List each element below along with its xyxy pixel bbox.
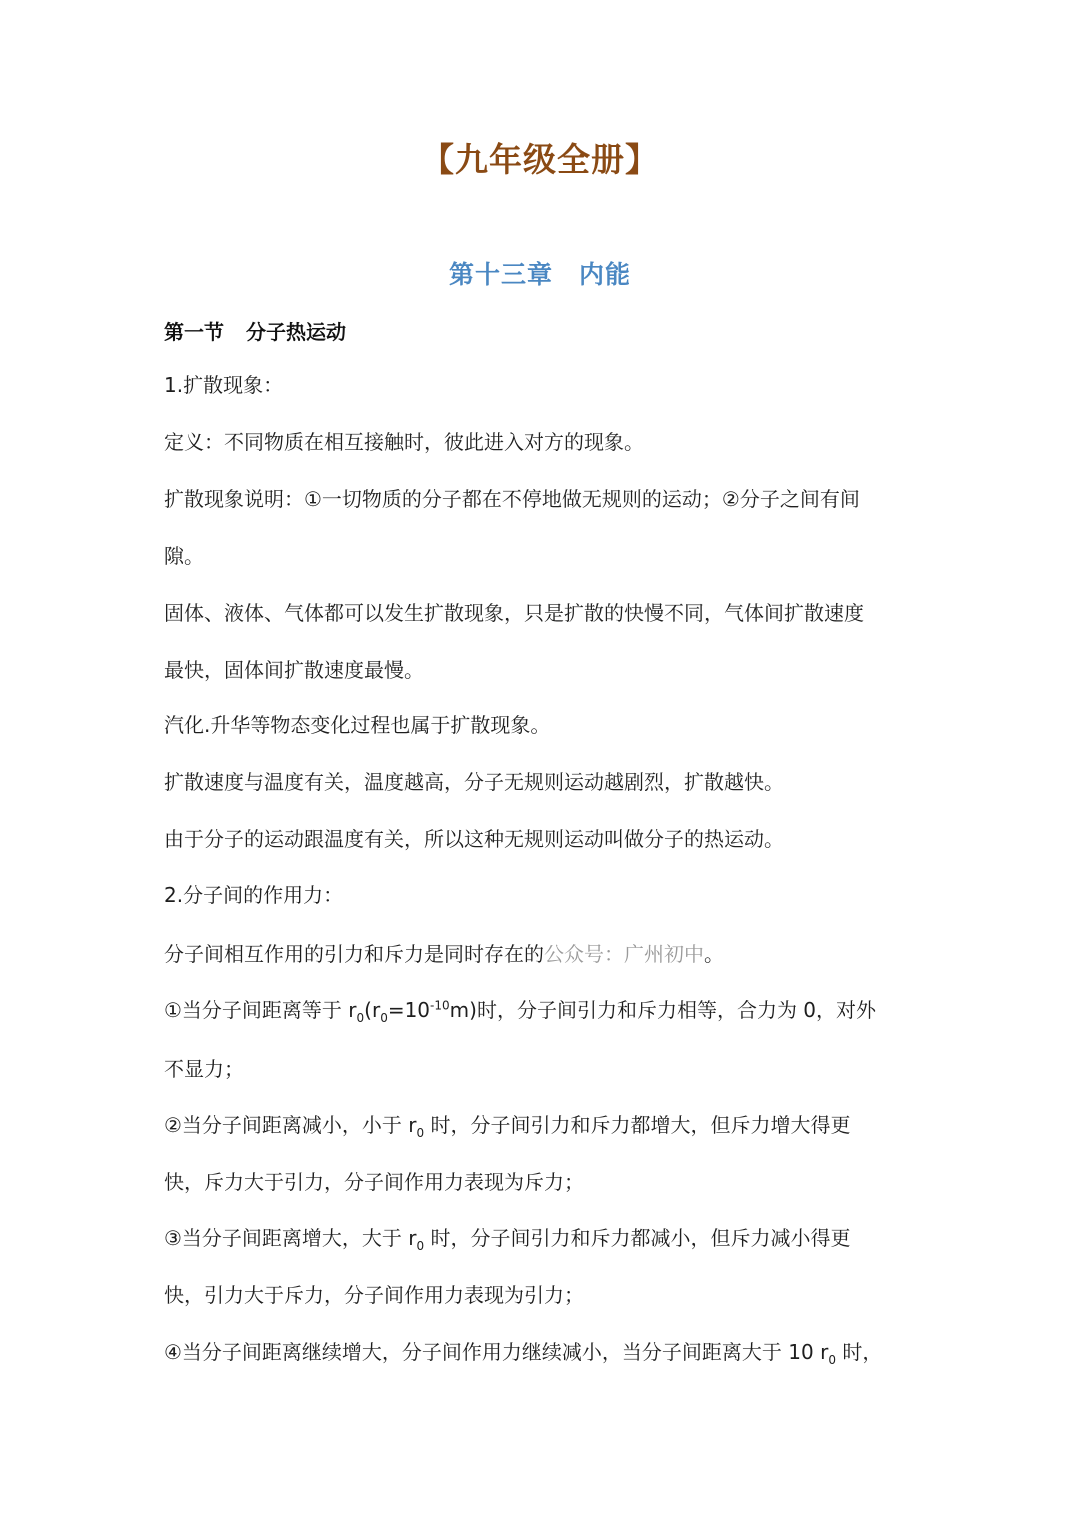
item-3-line2: 快，引力大于斥力，分子间作用力表现为引力；: [164, 1283, 584, 1307]
item-4-text-b: 时，: [835, 1340, 883, 1364]
item-1-text-b: (r: [364, 998, 381, 1022]
item-2-subscript: 0: [416, 1126, 425, 1140]
paragraph-temperature: 扩散速度与温度有关，温度越高，分子无规则运动越剧烈，扩散越快。: [164, 770, 784, 794]
item-1-subscript-2: 0: [380, 1011, 388, 1025]
paragraph-explain-line1: 扩散现象说明：①一切物质的分子都在不停地做无规则的运动；②分子之间有间: [164, 487, 860, 511]
section-name: 分子热运动: [246, 320, 346, 344]
item-1-text-c: =10: [387, 998, 431, 1022]
item-3-text-a: ③当分子间距离增大，大于 r: [164, 1226, 417, 1250]
item-4-text-a: ④当分子间距离继续增大，分子间作用力继续减小，当分子间距离大于 10 r: [164, 1340, 829, 1364]
item-2-line2: 快，斥力大于引力，分子间作用力表现为斥力；: [164, 1170, 584, 1194]
item-1-text-a: ①当分子间距离等于 r: [164, 998, 357, 1022]
item-3-subscript: 0: [416, 1239, 425, 1253]
paragraph-phase-change: 汽化.升华等物态变化过程也属于扩散现象。: [164, 713, 551, 737]
item-1-line1: [164, 996, 924, 1024]
item-1-subscript-1: 0: [356, 1011, 365, 1025]
item-4-subscript: 0: [828, 1353, 836, 1367]
chapter-number: 第十三章: [448, 260, 553, 289]
watermark-text: 公众号：广州初中: [544, 942, 704, 966]
subheading-diffusion: 1.扩散现象：: [164, 373, 284, 397]
item-3-text-b: 时，分子间引力和斥力都减小，但斥力减小得更: [424, 1226, 851, 1250]
item-2-text-a: ②当分子间距离减小，小于 r: [164, 1113, 417, 1137]
paragraph-explain-line2: 隙。: [164, 544, 204, 568]
subheading-molecular-force: 2.分子间的作用力：: [164, 883, 344, 907]
chapter-name: 内能: [579, 260, 632, 289]
section-heading: [164, 316, 346, 345]
document-title: 【九年级全册】: [421, 140, 659, 179]
paragraph-states-line2: 最快，固体间扩散速度最慢。: [164, 658, 424, 682]
force-text: 分子间相互作用的引力和斥力是同时存在的: [164, 942, 544, 966]
paragraph-force-coexist: [164, 940, 924, 968]
chapter-heading: [0, 255, 1080, 291]
section-number: 第一节: [164, 320, 224, 344]
item-2-line1: [164, 1111, 924, 1139]
item-1-line2: 不显力；: [164, 1057, 244, 1081]
item-4-line1: [164, 1338, 924, 1366]
paragraph-thermal-motion: 由于分子的运动跟温度有关，所以这种无规则运动叫做分子的热运动。: [164, 827, 784, 851]
paragraph-states-line1: 固体、液体、气体都可以发生扩散现象，只是扩散的快慢不同，气体间扩散速度: [164, 601, 864, 625]
item-3-line1: [164, 1224, 924, 1252]
item-1-text-d: m)时，分子间引力和斥力相等，合力为 0，对外: [449, 998, 877, 1022]
paragraph-definition: 定义：不同物质在相互接触时，彼此进入对方的现象。: [164, 430, 644, 454]
force-period: 。: [704, 942, 724, 966]
item-1-superscript: -10: [430, 998, 450, 1013]
item-2-text-b: 时，分子间引力和斥力都增大，但斥力增大得更: [424, 1113, 851, 1137]
